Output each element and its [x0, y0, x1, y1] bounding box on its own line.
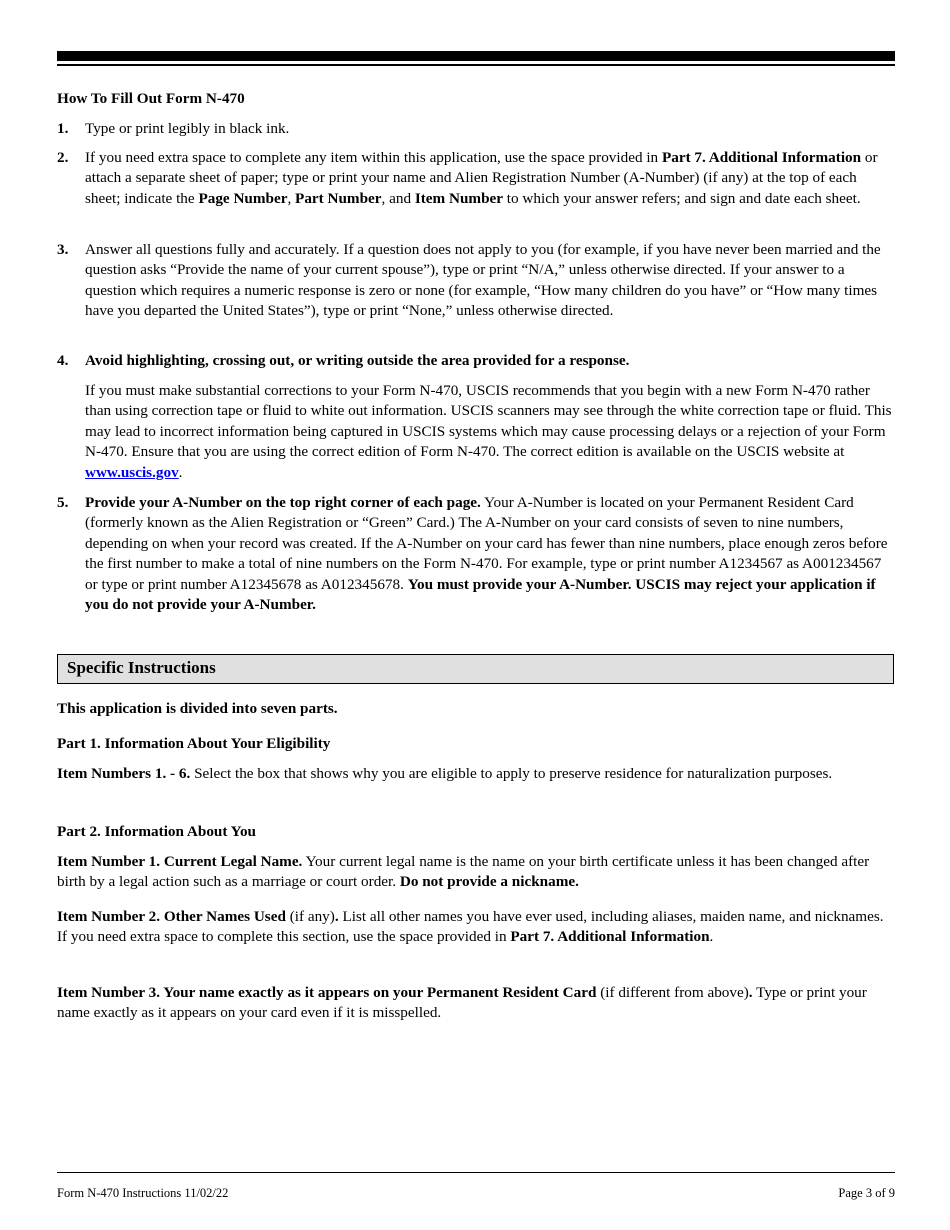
text-segment: (if any)	[285, 908, 335, 925]
uscis-website-link[interactable]: www.uscis.gov	[85, 463, 179, 481]
bold-text: This application is divided into seven parts.	[57, 700, 338, 717]
instruction-item	[57, 351, 895, 371]
bold-text: Item Number 2. Other Names Used	[57, 908, 286, 925]
paragraph	[57, 983, 895, 1024]
paragraph	[57, 699, 895, 719]
bold-text: Part 1. Information About Your Eligibility	[57, 735, 331, 752]
text-segment: Type or print your name exactly as it appears on your card even if it is misspelled.	[57, 984, 867, 1022]
text-segment: .	[178, 463, 183, 481]
item-text	[85, 381, 895, 483]
item-text	[85, 148, 895, 209]
text-segment: ,	[287, 189, 296, 207]
bold-text: .	[334, 908, 339, 925]
section-title: Specific Instructions	[67, 658, 216, 677]
text-segment: Your current legal name is the name on your birth certificate unless it has been changed after birth by a legal action such as a marriage or court order.	[57, 853, 870, 891]
bold-text: Provide your A-Number on the top right corner of each page.	[85, 494, 481, 511]
item-text	[85, 351, 895, 371]
bold-text: Item Number	[414, 189, 503, 207]
bold-text: Part Number	[295, 189, 382, 207]
bold-text: Page Number	[198, 189, 288, 207]
bold-text: .	[748, 984, 753, 1001]
top-thick-rule	[57, 51, 895, 61]
text-segment: or attach a separate sheet of paper; type or print your name and Alien Registration Number (A-Number) (if any) at the top of each sheet; indicate the	[85, 149, 878, 207]
text-segment: Answer all questions fully and accurately. If a question does not apply to you (for example, if you have never been married and the question asks “Provide the name of your current spouse”), type or print “N/A,” unless otherwise directed. If your answer to a question which requires a numeric response is zero or none (for example, “How many children do you have” or “How many times have you departed the United States”), type or print “None,” unless otherwise directed.	[85, 241, 881, 320]
text-segment: If you need extra space to complete any item within this application, use the space provided in	[85, 149, 662, 166]
bold-text: Part 7. Additional Information	[510, 928, 710, 946]
text-segment: If you must make substantial corrections to your Form N-470, USCIS recommends that you begin with a new Form N-470 rather than using correction tape or fluid to white out information. USCIS scanners may see through the white correction tape or fluid. This may lead to incorrect information being captured in USCIS systems which may cause processing delays or a rejection of your Form N-470. Ensure that you are using the correct edition of Form N-470. The correct edition is available on the USCIS website at	[85, 382, 892, 461]
item-number: 4.	[57, 352, 69, 369]
paragraph	[57, 822, 895, 842]
top-thin-rule	[57, 64, 895, 66]
item-text	[85, 493, 895, 615]
bold-text: You must provide your A-Number. USCIS may reject your application if you do not provide your A-Number.	[85, 575, 876, 614]
instruction-item	[57, 493, 895, 615]
paragraph	[57, 907, 895, 948]
bold-text: Part 7. Additional Information	[661, 149, 862, 166]
item-text	[85, 240, 895, 322]
text-segment: List all other names you have ever used, including aliases, maiden name, and nicknames. If you need extra space to complete this section, use the space provided in	[57, 908, 884, 946]
text-segment: Select the box that shows why you are eligible to apply to preserve residence for naturalization purposes.	[190, 765, 833, 782]
instruction-item	[57, 119, 895, 139]
bold-text: Do not provide a nickname.	[399, 873, 579, 891]
item-text	[85, 119, 895, 139]
instruction-item	[57, 148, 895, 209]
item-number: 1.	[57, 120, 69, 137]
text-segment: to which your answer refers; and sign and date each sheet.	[503, 189, 861, 207]
text-segment: Your A-Number is located on your Permanent Resident Card (formerly known as the Alien Registration or “Green” Card.) The A-Number on your card consists of seven to nine numbers, depending on when your record was created. If the A-Number on your card has fewer than nine numbers, place enough zeros before the first number to make a total of nine numbers on the Form N-470. For example, type or print number A1234567 as A001234567 or type or print number A12345678 as A012345678.	[85, 494, 888, 593]
footer-rule	[57, 1172, 895, 1173]
section-heading: How To Fill Out Form N-470	[57, 90, 245, 107]
instruction-paragraph	[57, 381, 895, 483]
text-segment: , and	[381, 189, 415, 207]
section-header-box	[57, 654, 894, 684]
bold-text: Item Number 3. Your name exactly as it appears on your Permanent Resident Card	[57, 984, 597, 1001]
paragraph	[57, 852, 895, 893]
instruction-item	[57, 240, 895, 322]
item-number: 3.	[57, 241, 69, 258]
footer-page-number: Page 3 of 9	[838, 1186, 895, 1200]
item-number: 5.	[57, 494, 69, 511]
paragraph	[57, 734, 895, 754]
bold-text: Item Numbers 1. - 6.	[57, 765, 191, 782]
text-segment: (if different from above)	[596, 984, 749, 1001]
text-segment: Type or print legibly in black ink.	[85, 120, 290, 137]
bold-text: Part 2. Information About You	[57, 823, 256, 840]
item-number: 2.	[57, 149, 69, 166]
paragraph	[57, 764, 895, 784]
text-segment: .	[709, 928, 714, 946]
bold-text: Item Number 1. Current Legal Name.	[57, 853, 303, 870]
footer-form-name: Form N-470 Instructions 11/02/22	[57, 1186, 229, 1200]
bold-text: Avoid highlighting, crossing out, or writing outside the area provided for a response.	[85, 352, 630, 369]
